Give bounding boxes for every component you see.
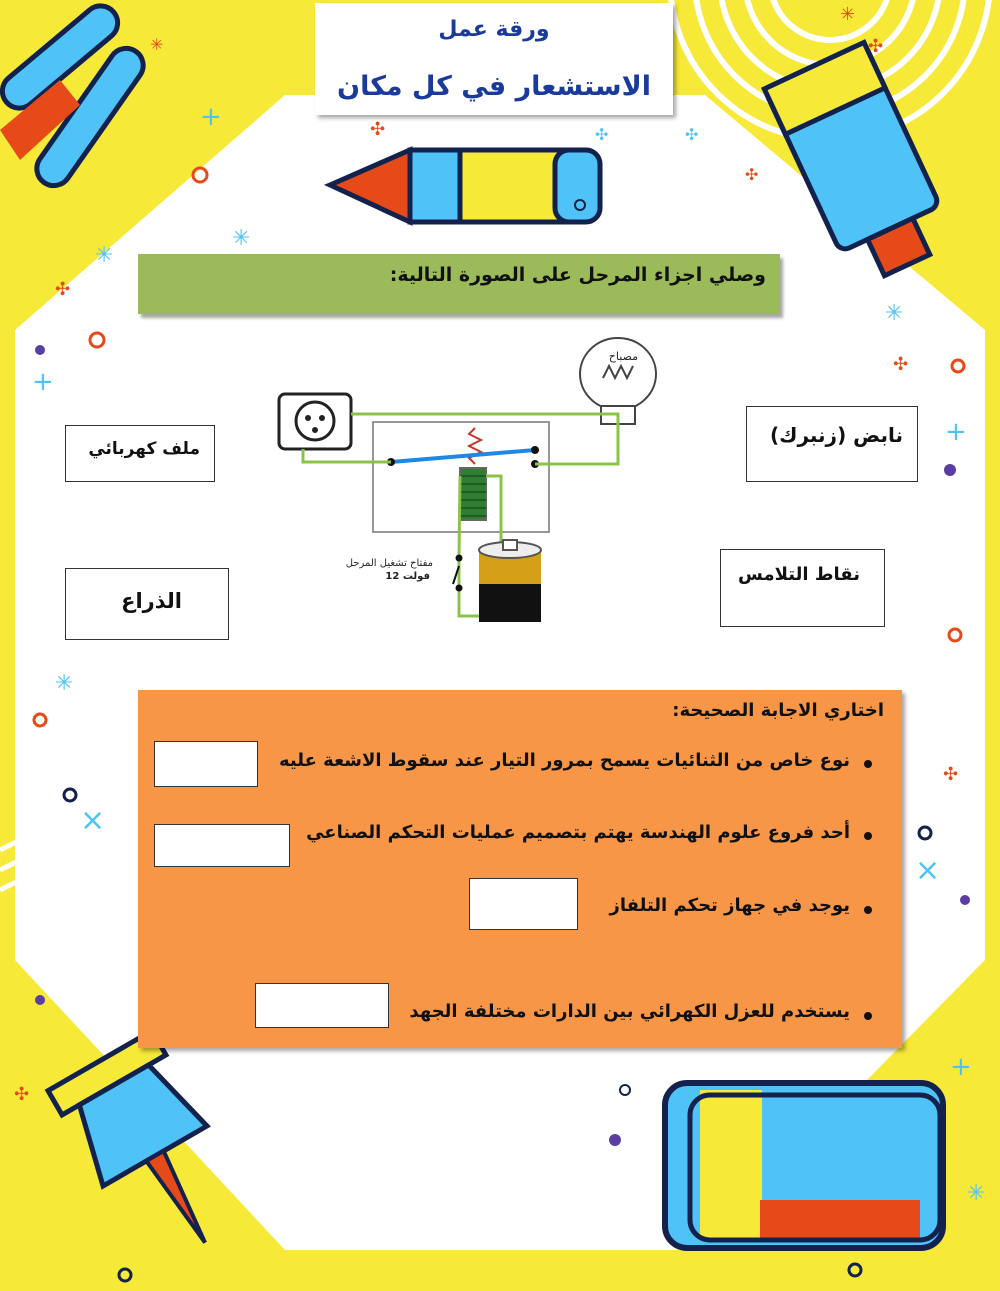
worksheet-label: ورقة عمل — [438, 17, 550, 42]
eraser-illustration — [665, 1083, 943, 1248]
bullet-2 — [864, 832, 872, 840]
svg-text:✳: ✳ — [840, 4, 856, 25]
svg-text:✣: ✣ — [14, 1084, 30, 1105]
svg-text:✳: ✳ — [967, 1181, 986, 1206]
label-arm: الذراع — [121, 589, 182, 613]
svg-text:✳: ✳ — [150, 35, 164, 54]
svg-text:✣: ✣ — [745, 165, 759, 184]
label-spring-box[interactable] — [746, 406, 918, 482]
relay-diagram — [273, 326, 711, 678]
svg-text:✳: ✳ — [95, 243, 114, 268]
svg-text:+: + — [950, 1052, 972, 1082]
question-1: نوع خاص من الثنائيات يسمح بمرور التيار عند سقوط الاشعة عليه — [279, 750, 850, 771]
svg-text:×: × — [915, 853, 941, 888]
quiz-panel — [138, 690, 902, 1048]
label-coil-box[interactable] — [65, 425, 215, 482]
svg-text:✳: ✳ — [232, 226, 251, 251]
bullet-4 — [864, 1012, 872, 1020]
answer-box-4[interactable] — [255, 983, 389, 1028]
svg-text:✳: ✳ — [885, 301, 904, 326]
svg-text:✣: ✣ — [943, 764, 959, 785]
question-3: يوجد في جهاز تحكم التلفاز — [609, 895, 850, 916]
svg-text:✣: ✣ — [55, 279, 71, 300]
svg-text:✣: ✣ — [868, 36, 884, 57]
bullet-1 — [864, 760, 872, 768]
question-4: يستخدم للعزل الكهرائي بين الدارات مختلفة الجهد — [409, 1001, 850, 1022]
svg-text:✣: ✣ — [893, 354, 909, 375]
label-coil: ملف كهربائي — [88, 439, 200, 459]
switch-label: مفتاح تشغيل المرحل — [345, 558, 433, 569]
instruction-text: وصلي اجزاء المرحل على الصورة التالية: — [389, 264, 766, 286]
voltage-label: 12 فولت — [385, 571, 430, 582]
label-contacts-box[interactable] — [720, 549, 885, 627]
lamp-label: مصباح — [608, 350, 638, 363]
worksheet-title-box — [315, 3, 673, 115]
battery-icon — [479, 540, 541, 622]
svg-text:+: + — [945, 417, 967, 447]
svg-text:✳: ✳ — [55, 671, 74, 696]
svg-text:✣: ✣ — [595, 125, 609, 144]
page-title: الاستشعار في كل مكان — [337, 71, 651, 102]
label-spring: نابض (زنبرك) — [769, 423, 903, 447]
answer-box-1[interactable] — [154, 741, 258, 787]
svg-text:✣: ✣ — [860, 1209, 876, 1230]
stapler-illustration — [0, 0, 150, 192]
answer-box-2[interactable] — [154, 824, 290, 867]
label-contacts: نقاط التلامس — [738, 564, 860, 585]
svg-text:✣: ✣ — [370, 119, 386, 140]
bullet-3 — [864, 906, 872, 914]
quiz-heading: اختاري الاجابة الصحيحة: — [672, 700, 884, 721]
label-arm-box[interactable] — [65, 568, 229, 640]
question-2: أحد فروع علوم الهندسة يهتم بتصميم عمليات التحكم الصناعي — [306, 822, 850, 843]
answer-box-3[interactable] — [469, 878, 578, 930]
svg-text:+: + — [200, 102, 222, 132]
relay-circuit-drawing — [273, 326, 711, 678]
svg-text:×: × — [80, 803, 106, 838]
instruction-bar — [138, 254, 780, 314]
svg-text:✣: ✣ — [685, 125, 699, 144]
svg-text:+: + — [32, 367, 54, 397]
